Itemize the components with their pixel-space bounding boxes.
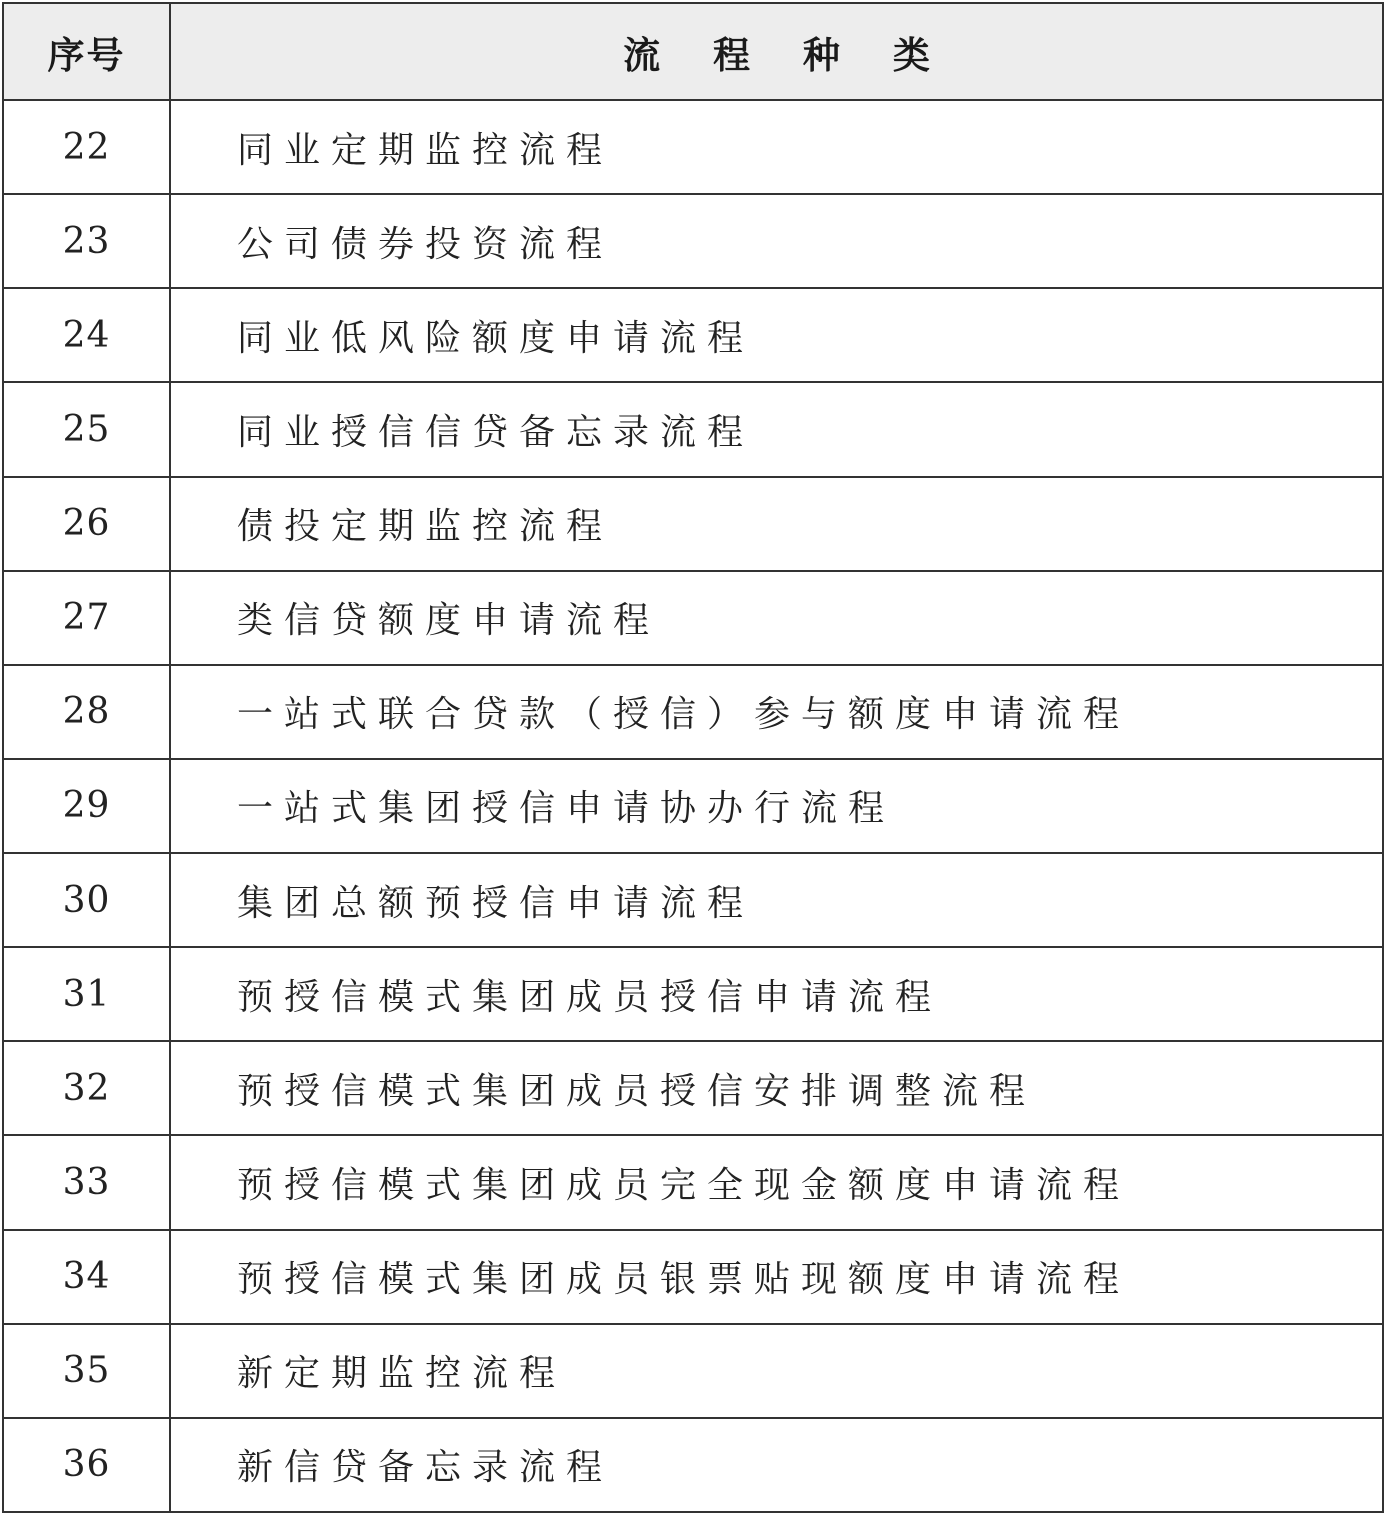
process-table-container [2, 2, 1384, 1513]
table-body [3, 100, 1383, 1512]
table-row [3, 1324, 1383, 1418]
row-number: 34 [3, 1230, 170, 1324]
row-process-name: 同业低风险额度申请流程 [170, 288, 1383, 382]
row-process-name: 公司债券投资流程 [170, 194, 1383, 288]
row-number: 31 [3, 947, 170, 1041]
row-process-name: 一站式联合贷款（授信）参与额度申请流程 [170, 665, 1383, 759]
row-process-name: 集团总额预授信申请流程 [170, 853, 1383, 947]
row-process-name: 类信贷额度申请流程 [170, 571, 1383, 665]
header-process-type: 流 程 种 类 [170, 3, 1383, 100]
table-row [3, 382, 1383, 476]
row-process-name: 同业授信信贷备忘录流程 [170, 382, 1383, 476]
row-process-name: 新信贷备忘录流程 [170, 1418, 1383, 1512]
table-row [3, 759, 1383, 853]
table-row [3, 288, 1383, 382]
table-row [3, 194, 1383, 288]
row-number: 33 [3, 1135, 170, 1229]
row-number: 28 [3, 665, 170, 759]
row-number: 27 [3, 571, 170, 665]
table-row [3, 1418, 1383, 1512]
row-process-name: 预授信模式集团成员完全现金额度申请流程 [170, 1135, 1383, 1229]
row-process-name: 债投定期监控流程 [170, 477, 1383, 571]
row-number: 22 [3, 100, 170, 194]
row-number: 30 [3, 853, 170, 947]
row-process-name: 预授信模式集团成员银票贴现额度申请流程 [170, 1230, 1383, 1324]
row-process-name: 预授信模式集团成员授信安排调整流程 [170, 1041, 1383, 1135]
row-number: 35 [3, 1324, 170, 1418]
table-header-row [3, 3, 1383, 100]
table-row [3, 853, 1383, 947]
row-number: 36 [3, 1418, 170, 1512]
row-number: 29 [3, 759, 170, 853]
row-number: 32 [3, 1041, 170, 1135]
table-row [3, 947, 1383, 1041]
row-process-name: 同业定期监控流程 [170, 100, 1383, 194]
table-row [3, 665, 1383, 759]
table-row [3, 1135, 1383, 1229]
table-row [3, 571, 1383, 665]
process-table [2, 2, 1384, 1513]
row-number: 23 [3, 194, 170, 288]
table-row [3, 1230, 1383, 1324]
row-process-name: 预授信模式集团成员授信申请流程 [170, 947, 1383, 1041]
row-process-name: 一站式集团授信申请协办行流程 [170, 759, 1383, 853]
row-number: 25 [3, 382, 170, 476]
row-number: 26 [3, 477, 170, 571]
row-process-name: 新定期监控流程 [170, 1324, 1383, 1418]
table-row [3, 100, 1383, 194]
table-row [3, 477, 1383, 571]
row-number: 24 [3, 288, 170, 382]
header-number: 序号 [3, 3, 170, 100]
table-row [3, 1041, 1383, 1135]
